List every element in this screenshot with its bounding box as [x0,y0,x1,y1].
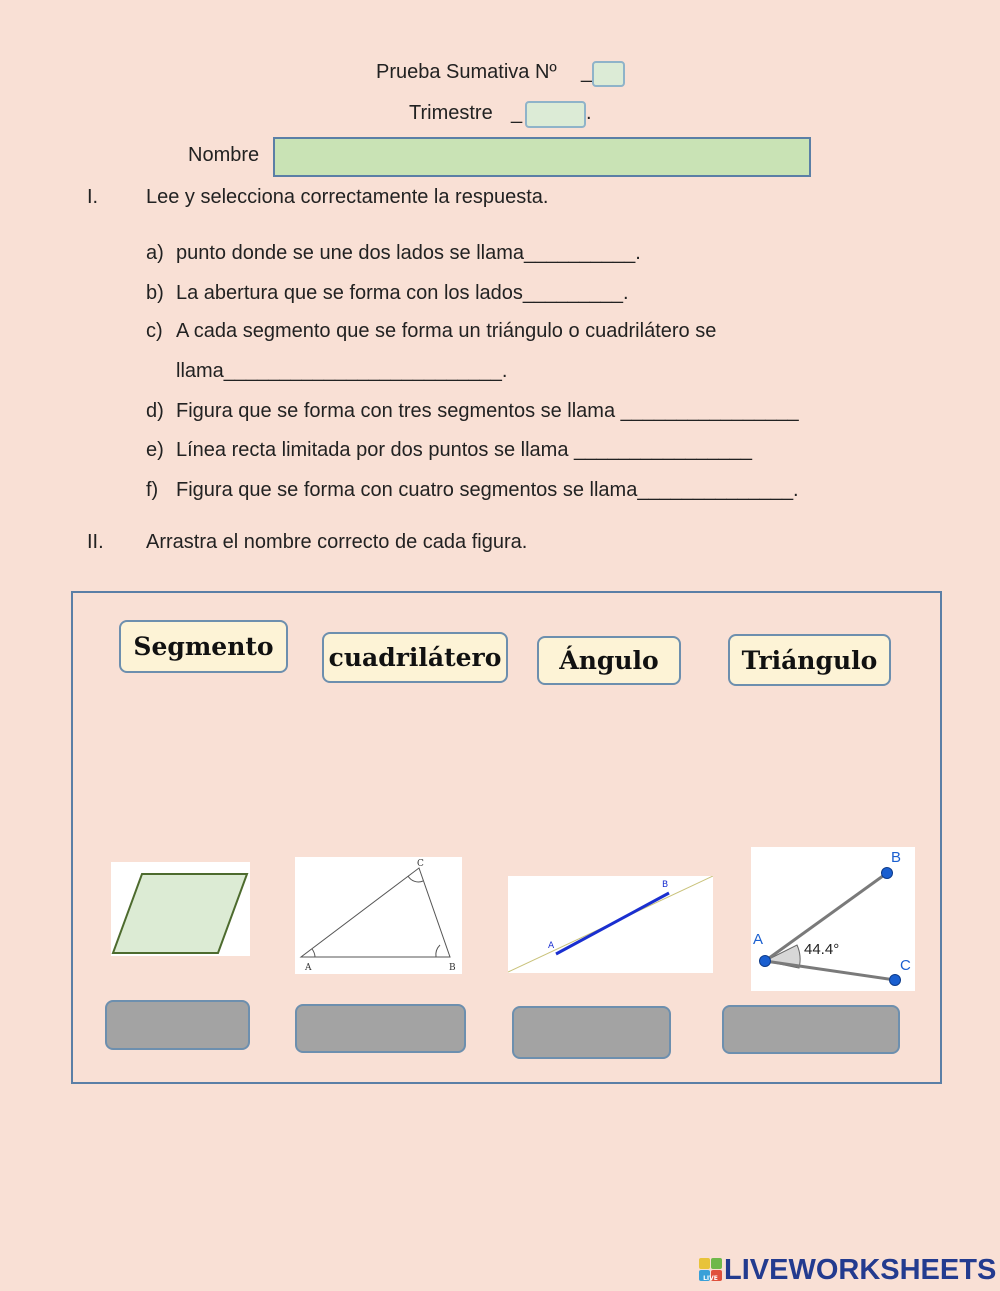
triangle-shape [295,857,462,974]
liveworksheets-logo [698,1255,996,1285]
question-f-text: Figura que se forma con cuatro segmentos se llama______________. [176,479,799,501]
drop-zone-4[interactable] [722,1005,900,1054]
question-a-text: punto donde se une dos lados se llama__________. [176,242,641,264]
triangle-label-a: A [305,963,312,973]
segment-label-a: A [548,941,555,951]
section2-instruction: Arrastra el nombre correcto de cada figura. [146,531,528,553]
trimestre-input[interactable] [525,101,586,128]
section1-instruction: Lee y selecciona correctamente la respuesta. [146,186,549,208]
segment-shape [508,876,713,973]
section2-numeral: II. [87,531,104,553]
question-e-letter: e) [146,439,164,461]
numero-input[interactable] [592,61,625,87]
figure-triangle [295,857,462,974]
question-b-text: La abertura que se forma con los lados_________. [176,282,629,304]
live-logo-icon [698,1255,724,1285]
drop-zone-3[interactable] [512,1006,671,1059]
triangle-label-b: B [449,963,456,973]
figure-segment [508,876,713,973]
live-logo-text: LIVE [703,1275,718,1282]
title-label: Prueba Sumativa Nº [376,61,557,83]
figure-angle [751,847,915,991]
question-c-text: A cada segmento que se forma un triángulo o cuadrilátero se [176,320,717,342]
figure-quadrilateral [111,862,250,956]
angle-label-b: B [891,849,902,866]
drop-zone-1[interactable] [105,1000,250,1050]
question-a-letter: a) [146,242,164,264]
triangle-label-c: C [417,859,424,869]
chip-segmento[interactable]: Segmento [119,620,288,673]
nombre-label: Nombre [188,144,260,166]
drop-zone-2[interactable] [295,1004,466,1053]
question-d-text: Figura que se forma con tres segmentos se llama ________________ [176,400,799,422]
question-b-letter: b) [146,282,164,304]
title-underline: _ [581,61,593,83]
angle-label-a: A [753,931,764,948]
trimestre-underline-end: . [586,102,592,124]
segment-label-b: B [662,880,669,890]
angle-shape [751,847,915,991]
nombre-input[interactable] [273,137,811,177]
chip-triangulo[interactable]: Triángulo [728,634,891,686]
logo-text: LIVEWORKSHEETS [724,1253,997,1286]
question-c-letter: c) [146,320,163,342]
question-d-letter: d) [146,400,164,422]
question-f-letter: f) [146,479,159,501]
question-e-text: Línea recta limitada por dos puntos se llama ________________ [176,439,752,461]
chip-cuadrilatero[interactable]: cuadrilátero [322,632,508,683]
section1-numeral: I. [87,186,99,208]
angle-value: 44.4° [804,941,840,958]
trimestre-underline: _ [511,102,523,124]
chip-angulo[interactable]: Ángulo [537,636,681,685]
question-c-text-line2: llama_________________________. [176,360,508,382]
angle-label-c: C [900,957,911,974]
parallelogram-shape [111,862,250,956]
trimestre-label: Trimestre [409,102,493,124]
